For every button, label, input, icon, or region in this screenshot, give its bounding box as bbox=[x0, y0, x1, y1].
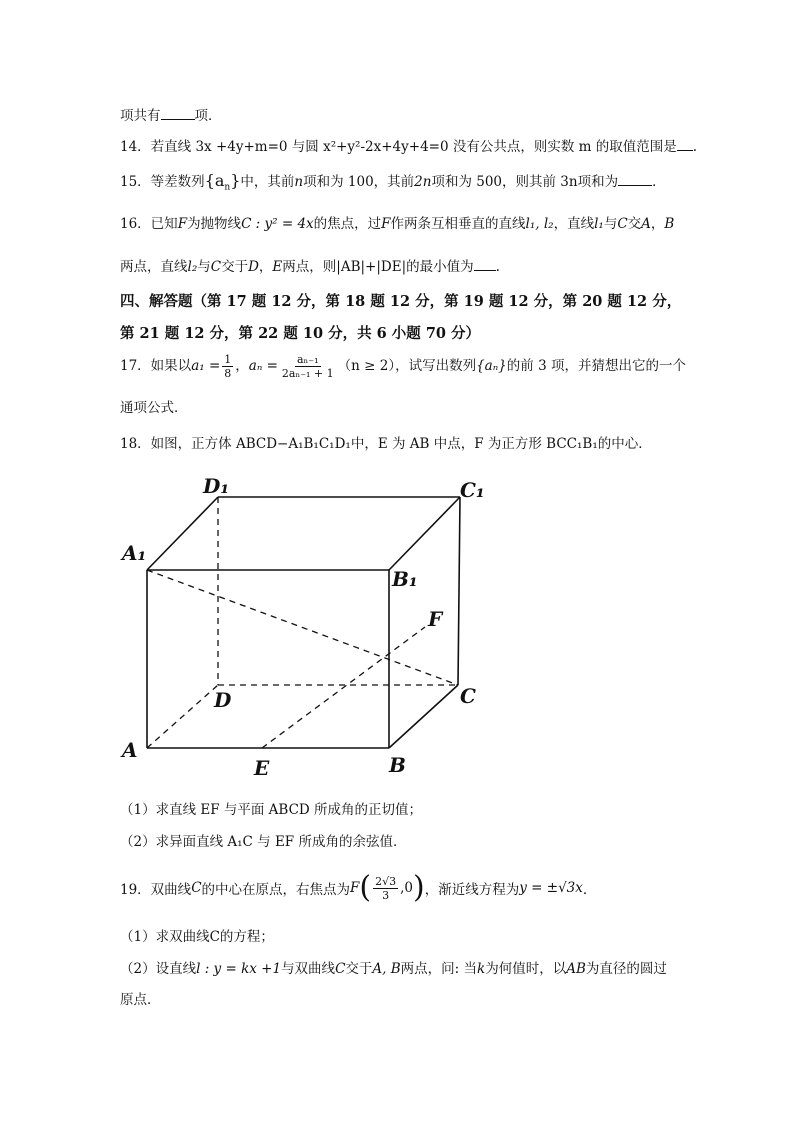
section-4-heading-2: 第 21 题 12 分，第 22 题 10 分，共 6 小题 70 分） bbox=[120, 325, 481, 342]
q16-A: A bbox=[641, 216, 651, 232]
q19-frac bbox=[373, 875, 398, 902]
edge-bc bbox=[389, 685, 458, 748]
section-4-heading: 四、解答题（第 17 题 12 分，第 18 题 12 分，第 19 题 12 分，第 20 题 12 分， bbox=[120, 293, 682, 310]
q13-text: 项共有 bbox=[120, 108, 161, 124]
q15-text-c: 项和为 100，其前 bbox=[303, 174, 415, 190]
edge-ad-hidden bbox=[147, 685, 218, 748]
q15-2n: 2n bbox=[414, 174, 432, 190]
q19-2-text-d: 两点，问: 当 bbox=[400, 961, 478, 977]
question-19 bbox=[120, 870, 596, 906]
q16-l2-text-d: ， bbox=[258, 259, 273, 275]
q16-text-c: 的焦点，过 bbox=[313, 216, 382, 232]
q15-seq-sub: n bbox=[224, 182, 231, 193]
edge-cc1 bbox=[458, 497, 460, 685]
q16-l2-text: 两点，直线 bbox=[120, 259, 188, 275]
q16-F: F bbox=[177, 216, 188, 232]
q16-text-h: ， bbox=[650, 216, 665, 232]
q16-l2: l₂ bbox=[187, 259, 198, 275]
q19-2-text-c: 交于 bbox=[345, 961, 373, 977]
q19-frac-num: 2√3 bbox=[375, 874, 397, 888]
q17-text: 17．如果以 bbox=[120, 358, 192, 374]
q19-text-b: 的中心在原点，右焦点为 bbox=[201, 882, 351, 898]
q19-2-text: （2）设直线 bbox=[120, 961, 197, 977]
label-d1: D₁ bbox=[203, 474, 230, 498]
q15-text-b: 中，其前 bbox=[240, 174, 295, 190]
label-f: F bbox=[428, 607, 443, 631]
label-b: B bbox=[389, 753, 406, 777]
q15-end: ． bbox=[652, 174, 666, 190]
q19-text: 19．双曲线 bbox=[120, 882, 192, 898]
label-d: D bbox=[214, 688, 232, 712]
q16-l2-text-c: 交于 bbox=[221, 259, 249, 275]
q19-frac-den: 3 bbox=[382, 888, 390, 902]
q19-2-line: l : y = kx +1 bbox=[196, 961, 282, 977]
question-18-part-2: （2）求异面直线 A₁C 与 EF 所成角的余弦值． bbox=[120, 834, 407, 850]
q16-text-g: 交 bbox=[627, 216, 642, 232]
q15-seq-close: } bbox=[230, 171, 241, 190]
q16-text-e: ，直线 bbox=[553, 216, 595, 232]
q19-paren-left: ( bbox=[359, 870, 372, 905]
label-a: A bbox=[122, 738, 138, 762]
q15-n: n bbox=[294, 174, 304, 190]
q16-text-f: 与 bbox=[603, 216, 618, 232]
label-a1: A₁ bbox=[122, 541, 147, 565]
q15-text: 15．等差数列 bbox=[120, 174, 205, 190]
q19-2-text-f: 为直径的圆过 bbox=[585, 961, 667, 977]
q16-E: E bbox=[272, 259, 283, 275]
q16-C2: C bbox=[210, 259, 222, 275]
q19-zero: ,0 bbox=[400, 880, 414, 896]
q17-an: aₙ = bbox=[248, 358, 278, 374]
q16-text: 16．已知 bbox=[120, 216, 178, 232]
label-c: C bbox=[460, 684, 476, 708]
q19-2-text-e: 为何值时，以 bbox=[485, 961, 567, 977]
q16-parabola: C : y² = 4x bbox=[241, 216, 314, 232]
q16-l2-text-e: 两点，则|AB|+|DE|的最小值为 bbox=[282, 259, 474, 275]
q16-l1: l₁ bbox=[594, 216, 604, 232]
edge-b1c1 bbox=[389, 497, 460, 570]
q17-frac-2-num: aₙ₋₁ bbox=[296, 353, 319, 366]
q15-text-d: 项和为 500，则其前 3n项和为 bbox=[431, 174, 619, 190]
q14-text: 14．若直线 3x +4y+m=0 与圆 x²+y²-2x+4y+4=0 没有公共点，则实数 m 的取值范围是 bbox=[120, 139, 677, 155]
q17-a1: a₁ = bbox=[191, 358, 221, 374]
q19-2-k: k bbox=[477, 961, 486, 977]
q19-2-AB2: AB bbox=[566, 961, 586, 977]
q16-F2: F bbox=[381, 216, 391, 232]
q19-text-c: ，渐近线方程为 bbox=[424, 882, 520, 898]
q19-2-AB: A, B bbox=[372, 961, 401, 977]
q19-C: C bbox=[191, 880, 202, 896]
question-19-part-2 bbox=[120, 957, 667, 977]
label-b1: B₁ bbox=[392, 567, 418, 591]
q14-end: . bbox=[692, 139, 698, 155]
q17-frac-1-num: 1 bbox=[224, 353, 232, 366]
q16-l2-text-b: 与 bbox=[197, 259, 211, 275]
label-c1: C₁ bbox=[460, 478, 485, 502]
q19-paren-right: ) bbox=[413, 870, 425, 905]
label-e: E bbox=[254, 756, 270, 780]
q16-text-b: 为抛物线 bbox=[187, 216, 242, 232]
q17-frac-1-den: 8 bbox=[224, 367, 232, 380]
question-19-part-2-line2: 原点． bbox=[120, 992, 161, 1008]
q16-B: B bbox=[664, 216, 675, 232]
q16-C: C bbox=[617, 216, 628, 232]
q17-cond: （n ≥ 2），试写出数列 bbox=[337, 358, 477, 374]
question-18: 18．如图，正方体 ABCD−A₁B₁C₁D₁中，E 为 AB 中点，F 为正方形 BCC₁B₁的中心． bbox=[120, 436, 652, 452]
q13-end: 项． bbox=[194, 108, 222, 124]
edge-a1d1 bbox=[147, 497, 218, 570]
question-19-part-1: （1）求双曲线C的方程； bbox=[120, 929, 274, 945]
q15-seq: {a bbox=[204, 171, 225, 190]
q17-sep: ， bbox=[235, 358, 249, 374]
q17-seq: {aₙ} bbox=[476, 358, 507, 374]
q19-end: ． bbox=[582, 882, 597, 898]
q19-F: F bbox=[350, 880, 360, 896]
q17-text-b: 的前 3 项，并猜想出它的一个 bbox=[506, 358, 686, 374]
q16-D: D bbox=[248, 259, 259, 275]
q16-lines: l₁, l₂ bbox=[525, 216, 554, 232]
q19-2-text-b: 与双曲线 bbox=[281, 961, 336, 977]
question-17-line2: 通项公式． bbox=[120, 400, 188, 416]
q16-l2-end: . bbox=[495, 259, 500, 275]
q19-2-C: C bbox=[335, 961, 346, 977]
q19-asymptote: y = ±√3x bbox=[519, 880, 583, 896]
q17-frac-2-den: 2aₙ₋₁ + 1 bbox=[281, 367, 334, 380]
q16-text-d: 作两条互相垂直的直线 bbox=[390, 216, 526, 232]
question-18-part-1: （1）求直线 EF 与平面 ABCD 所成角的正切值； bbox=[120, 802, 423, 818]
line-ef bbox=[262, 627, 425, 748]
